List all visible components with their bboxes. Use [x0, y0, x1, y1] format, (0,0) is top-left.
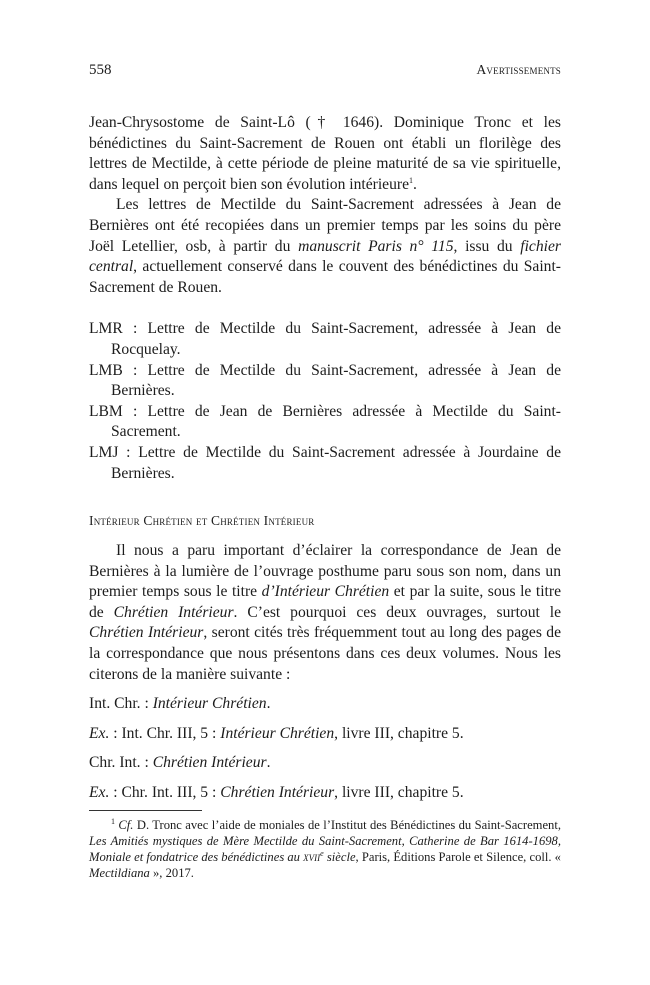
citation-example: [89, 724, 561, 745]
footnote-divider: [89, 810, 202, 811]
page-number: 558: [89, 62, 112, 78]
footnote-text-a: D. Tronc avec l’aide de moniales de l’Institut des Bénédictines du Saint-Sacrement,: [133, 818, 561, 832]
abbreviation-item: LMB : Lettre de Mectilde du Saint-Sacrement, adressée à Jean de Bernières.: [89, 361, 562, 400]
page-body: [89, 113, 561, 804]
example-abbreviation: : Int. Chr. III, 5 :: [109, 724, 221, 742]
example-rest: .: [266, 754, 271, 772]
example-label: Ex.: [89, 724, 110, 742]
section-p-c: . C’est pourquoi ces deux ouvrages, surtout le: [233, 603, 561, 621]
fichier-central-term: fichier central: [89, 237, 561, 276]
work-title: Chrétien Intérieur: [89, 624, 204, 642]
footnote-indent: [89, 818, 111, 832]
abbreviation-item: LMJ : Lettre de Mectilde du Saint-Sacrement adressée à Jourdaine de Bernières.: [89, 443, 562, 482]
footnote-century-sup: e: [320, 849, 324, 858]
section-paragraph: [89, 541, 561, 685]
example-title: Chrétien Intérieur: [152, 754, 267, 772]
example-title: Intérieur Chrétien: [152, 695, 267, 713]
intro-paragraph-1-end: .: [413, 175, 417, 193]
section-p-a: Il nous a paru important d’éclairer la correspondance de Jean de Bernières à la lumière de l’ouvrage posthume paru sous son nom, dans un premier temps sous le titre: [89, 542, 561, 601]
footnote-collection: Mectildiana: [89, 866, 150, 881]
example-abbreviation: Chr. Int. :: [89, 754, 153, 772]
intro-paragraph-1-text: Jean-Chrysostome de Saint-Lô († 1646). Dominique Tronc et les bénédictines du Saint-Sacrement de Rouen ont établi un florilège des lettres de Mectilde, à cette période de pleine maturité de sa vie spirituelle, dans lequel on perçoit bien son évolution intérieure: [89, 114, 561, 193]
example-abbreviation: Int. Chr. :: [89, 695, 153, 713]
example-rest: , livre III, chapitre 5.: [334, 724, 464, 742]
work-title: d’Intérieur Chrétien: [261, 583, 390, 601]
running-title: Avertissements: [476, 62, 561, 77]
abbreviation-description: Lettre de Mectilde du Saint-Sacrement adressée à Jourdaine de Bernières.: [111, 443, 562, 482]
example-rest: , livre III, chapitre 5.: [334, 784, 464, 802]
intro-p2-c: , actuellement conservé dans le couvent des bénédictines du Saint-Sacrement de Rouen.: [89, 258, 561, 296]
work-title: Chrétien Intérieur: [113, 603, 234, 621]
citation-examples: [89, 694, 561, 803]
footnote-title-end: siècle: [323, 850, 356, 865]
abbreviation-item: LMR : Lettre de Mectilde du Saint-Sacrement, adressée à Jean de Rocquelay.: [89, 320, 562, 358]
intro-paragraph-1: [89, 113, 561, 195]
citation-example: [89, 783, 561, 804]
section-p-b: et par la suite, sous le titre de: [89, 583, 562, 621]
example-label: Ex.: [89, 784, 110, 802]
abbreviation-code: LBM: [89, 402, 123, 420]
example-title: Chrétien Intérieur: [220, 784, 335, 802]
abbreviation-code: LMR: [89, 320, 123, 338]
footnote-reference: 1: [409, 175, 414, 185]
citation-example: [89, 753, 561, 774]
abbreviation-code: LMB: [89, 361, 123, 379]
abbreviation-item: LBM : Lettre de Jean de Bernières adressée à Mectilde du Saint-Sacrement.: [89, 402, 561, 441]
intro-p2-b: , issu du: [453, 237, 521, 255]
footnote: [89, 817, 561, 881]
footnote-century: xvii: [303, 850, 321, 865]
manuscript-reference: manuscrit Paris n° 115: [298, 237, 454, 255]
abbreviation-description: Lettre de Mectilde du Saint-Sacrement, adressée à Jean de Bernières.: [111, 361, 562, 400]
example-rest: .: [266, 695, 271, 713]
intro-p2-a: Les lettres de Mectilde du Saint-Sacrement adressées à Jean de Bernières ont été recopiées dans un premier temps par les soins du père Joël Letellier, osb, à partir du: [89, 196, 561, 255]
example-abbreviation: : Chr. Int. III, 5 :: [109, 784, 221, 802]
abbreviation-description: Lettre de Mectilde du Saint-Sacrement, adressée à Jean de Rocquelay.: [111, 320, 562, 358]
footnote-cf: Cf.: [118, 818, 134, 832]
section-heading: Intérieur Chrétien et Chrétien Intérieur: [89, 513, 315, 529]
abbreviation-code: LMJ: [89, 443, 119, 461]
footnote-title-text: Les Amitiés mystiques de Mère Mectilde du Saint-Sacrement, Catherine de Bar 1614-1698, Moniale et fondatrice des bénédictines au: [89, 834, 561, 865]
abbreviation-description: Lettre de Jean de Bernières adressée à Mectilde du Saint-Sacrement.: [111, 402, 561, 441]
section-p-d: , seront cités très fréquemment tout au long des pages de la correspondance que nous présentons dans ces deux volumes. Nous les citerons de la manière suivante :: [89, 624, 561, 683]
example-title: Intérieur Chrétien: [220, 724, 335, 742]
footnote-text-b: , Paris, Éditions Parole et Silence, coll. «: [355, 850, 561, 865]
abbreviation-list: [89, 319, 561, 484]
footnote-number: 1: [111, 816, 115, 826]
citation-example: [89, 694, 561, 715]
footnote-text-c: », 2017.: [149, 866, 194, 881]
intro-paragraph-2: [89, 195, 561, 298]
